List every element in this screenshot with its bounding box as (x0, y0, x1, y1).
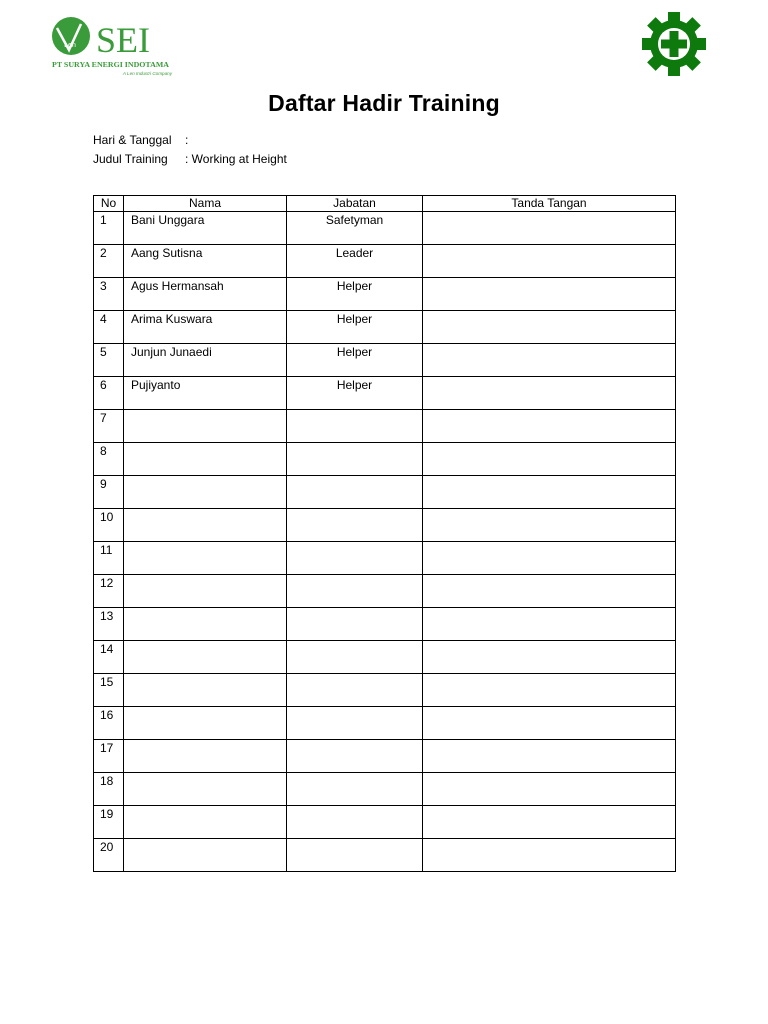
table-row (94, 344, 676, 377)
row-signature-cell[interactable] (423, 641, 676, 674)
row-jabatan: Helper (287, 311, 423, 344)
training-value: : Working at Height (185, 152, 287, 166)
row-signature-cell[interactable] (423, 773, 676, 806)
row-number: 10 (94, 509, 124, 542)
row-jabatan (287, 509, 423, 542)
row-signature-cell[interactable] (423, 674, 676, 707)
row-jabatan (287, 410, 423, 443)
row-jabatan (287, 443, 423, 476)
row-nama (124, 674, 287, 707)
row-number: 11 (94, 542, 124, 575)
row-number: 12 (94, 575, 124, 608)
table-row (94, 410, 676, 443)
row-nama (124, 839, 287, 872)
table-row (94, 773, 676, 806)
row-jabatan (287, 707, 423, 740)
row-number: 1 (94, 212, 124, 245)
row-signature-cell[interactable] (423, 311, 676, 344)
table-row (94, 575, 676, 608)
row-signature-cell[interactable] (423, 707, 676, 740)
row-number: 8 (94, 443, 124, 476)
header-jabatan: Jabatan (287, 196, 423, 212)
row-signature-cell[interactable] (423, 806, 676, 839)
row-jabatan (287, 806, 423, 839)
row-number: 14 (94, 641, 124, 674)
row-nama: Junjun Junaedi (124, 344, 287, 377)
table-row (94, 509, 676, 542)
row-nama (124, 476, 287, 509)
training-row (93, 152, 287, 166)
row-nama (124, 575, 287, 608)
row-jabatan: Leader (287, 245, 423, 278)
row-nama (124, 410, 287, 443)
row-signature-cell[interactable] (423, 542, 676, 575)
date-value: : (185, 133, 189, 147)
row-nama (124, 707, 287, 740)
row-number: 5 (94, 344, 124, 377)
table-row (94, 641, 676, 674)
row-number: 18 (94, 773, 124, 806)
row-signature-cell[interactable] (423, 839, 676, 872)
row-jabatan (287, 476, 423, 509)
row-number: 3 (94, 278, 124, 311)
table-row (94, 707, 676, 740)
row-number: 20 (94, 839, 124, 872)
row-signature-cell[interactable] (423, 344, 676, 377)
row-signature-cell[interactable] (423, 377, 676, 410)
table-row (94, 839, 676, 872)
row-nama (124, 773, 287, 806)
table-row (94, 476, 676, 509)
table-row (94, 245, 676, 278)
row-nama (124, 542, 287, 575)
row-number: 7 (94, 410, 124, 443)
company-name: PT SURYA ENERGI INDOTAMA (52, 60, 170, 69)
row-number: 2 (94, 245, 124, 278)
row-nama (124, 443, 287, 476)
table-row (94, 674, 676, 707)
row-nama: Aang Sutisna (124, 245, 287, 278)
row-jabatan (287, 839, 423, 872)
row-signature-cell[interactable] (423, 476, 676, 509)
table-row (94, 806, 676, 839)
row-jabatan (287, 542, 423, 575)
row-jabatan (287, 773, 423, 806)
row-signature-cell[interactable] (423, 245, 676, 278)
row-nama: Agus Hermansah (124, 278, 287, 311)
sei-logo-badge: Len (64, 42, 76, 49)
row-jabatan (287, 608, 423, 641)
row-number: 6 (94, 377, 124, 410)
header-tanda-tangan: Tanda Tangan (423, 196, 676, 212)
training-label: Judul Training (93, 152, 168, 166)
table-header-row (94, 196, 676, 212)
header-no: No (94, 196, 124, 212)
table-row (94, 212, 676, 245)
row-number: 13 (94, 608, 124, 641)
row-number: 19 (94, 806, 124, 839)
row-number: 9 (94, 476, 124, 509)
row-jabatan: Helper (287, 344, 423, 377)
row-number: 17 (94, 740, 124, 773)
k3-gear-cross-icon (640, 12, 708, 76)
table-row (94, 740, 676, 773)
row-jabatan (287, 641, 423, 674)
sei-logo-text: SEI (96, 20, 150, 60)
row-jabatan (287, 575, 423, 608)
table-row (94, 278, 676, 311)
table-row (94, 443, 676, 476)
row-jabatan: Helper (287, 377, 423, 410)
row-signature-cell[interactable] (423, 608, 676, 641)
row-nama (124, 509, 287, 542)
row-signature-cell[interactable] (423, 509, 676, 542)
row-jabatan: Helper (287, 278, 423, 311)
row-signature-cell[interactable] (423, 278, 676, 311)
row-signature-cell[interactable] (423, 410, 676, 443)
row-jabatan: Safetyman (287, 212, 423, 245)
row-nama (124, 740, 287, 773)
row-jabatan (287, 740, 423, 773)
table-row (94, 377, 676, 410)
document-title: Daftar Hadir Training (268, 90, 500, 116)
row-number: 4 (94, 311, 124, 344)
row-signature-cell[interactable] (423, 575, 676, 608)
row-number: 15 (94, 674, 124, 707)
row-nama (124, 641, 287, 674)
date-row (93, 133, 188, 147)
sei-logo-circle-icon (52, 17, 90, 55)
row-nama: Bani Unggara (124, 212, 287, 245)
row-nama (124, 608, 287, 641)
table-row (94, 542, 676, 575)
row-jabatan (287, 674, 423, 707)
row-signature-cell[interactable] (423, 212, 676, 245)
row-nama (124, 806, 287, 839)
row-signature-cell[interactable] (423, 443, 676, 476)
attendance-table (93, 195, 676, 872)
row-nama: Pujiyanto (124, 377, 287, 410)
table-row (94, 311, 676, 344)
row-signature-cell[interactable] (423, 740, 676, 773)
table-row (94, 608, 676, 641)
date-label: Hari & Tanggal (93, 133, 172, 147)
header-nama: Nama (124, 196, 287, 212)
sei-logo (50, 14, 175, 78)
company-tagline: A Len Industri Company (122, 71, 172, 76)
row-nama: Arima Kuswara (124, 311, 287, 344)
row-number: 16 (94, 707, 124, 740)
